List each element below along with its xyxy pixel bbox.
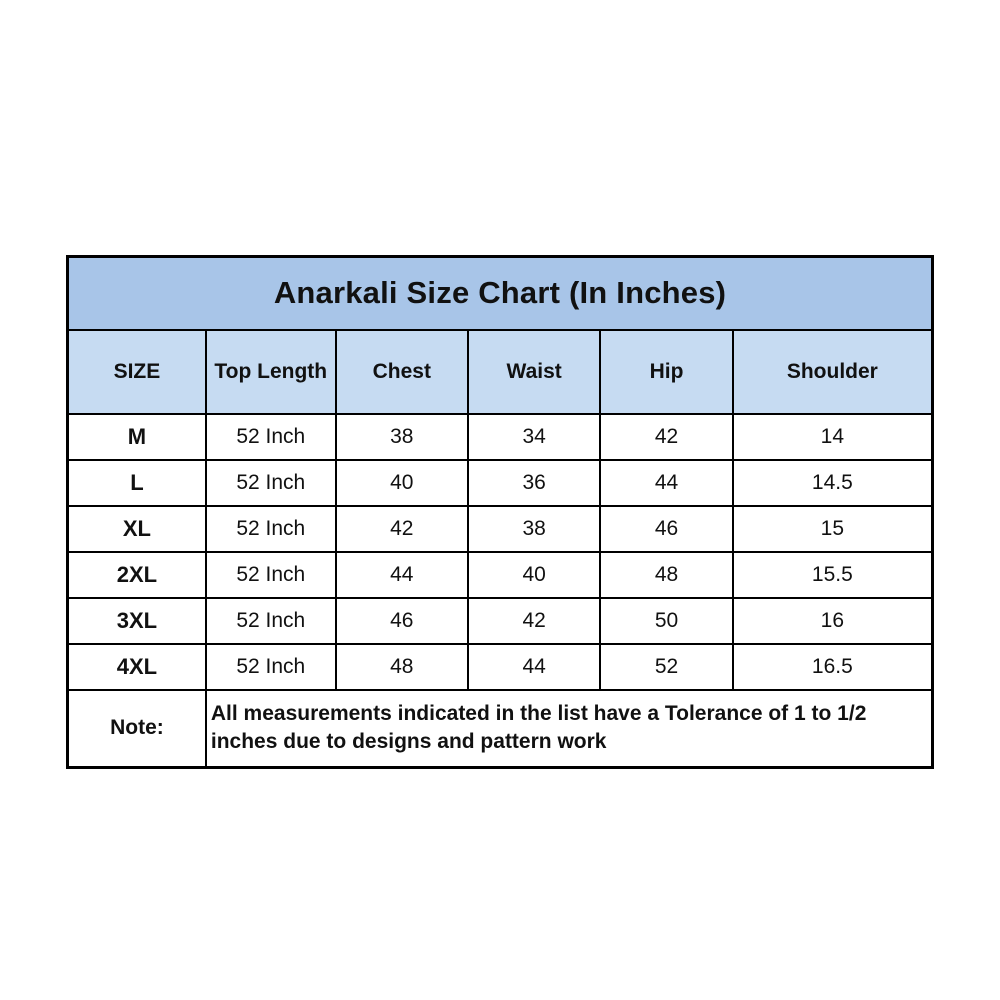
table-row — [68, 460, 933, 506]
title-row — [68, 257, 933, 331]
cell-shoulder: 16.5 — [733, 644, 933, 690]
column-header-hip: Hip — [600, 330, 732, 414]
cell-size: 4XL — [68, 644, 206, 690]
cell-hip: 42 — [600, 414, 732, 460]
cell-top-length: 52 Inch — [206, 460, 336, 506]
column-header-chest: Chest — [336, 330, 468, 414]
cell-waist: 36 — [468, 460, 600, 506]
table-row — [68, 414, 933, 460]
cell-hip: 48 — [600, 552, 732, 598]
table-body — [68, 414, 933, 767]
cell-shoulder: 15 — [733, 506, 933, 552]
note-label: Note: — [68, 690, 206, 767]
cell-shoulder: 16 — [733, 598, 933, 644]
cell-waist: 38 — [468, 506, 600, 552]
cell-waist: 42 — [468, 598, 600, 644]
cell-top-length: 52 Inch — [206, 644, 336, 690]
column-header-row-group — [68, 330, 933, 414]
cell-size: 3XL — [68, 598, 206, 644]
table-row — [68, 644, 933, 690]
cell-hip: 44 — [600, 460, 732, 506]
cell-top-length: 52 Inch — [206, 506, 336, 552]
cell-chest: 48 — [336, 644, 468, 690]
cell-size: XL — [68, 506, 206, 552]
table-row — [68, 598, 933, 644]
cell-chest: 42 — [336, 506, 468, 552]
cell-top-length: 52 Inch — [206, 598, 336, 644]
cell-waist: 40 — [468, 552, 600, 598]
cell-hip: 52 — [600, 644, 732, 690]
cell-hip: 50 — [600, 598, 732, 644]
column-header-shoulder: Shoulder — [733, 330, 933, 414]
cell-size: 2XL — [68, 552, 206, 598]
cell-shoulder: 14 — [733, 414, 933, 460]
cell-chest: 38 — [336, 414, 468, 460]
cell-shoulder: 15.5 — [733, 552, 933, 598]
cell-top-length: 52 Inch — [206, 414, 336, 460]
cell-shoulder: 14.5 — [733, 460, 933, 506]
note-text: All measurements indicated in the list have a Tolerance of 1 to 1/2 inches due to designs and pattern work — [206, 690, 933, 767]
cell-chest: 44 — [336, 552, 468, 598]
table-row — [68, 552, 933, 598]
column-header-row — [68, 330, 933, 414]
column-header-size: SIZE — [68, 330, 206, 414]
cell-hip: 46 — [600, 506, 732, 552]
chart-title: Anarkali Size Chart (In Inches) — [68, 257, 933, 331]
table-row — [68, 506, 933, 552]
cell-chest: 40 — [336, 460, 468, 506]
cell-waist: 44 — [468, 644, 600, 690]
note-row — [68, 690, 933, 767]
cell-top-length: 52 Inch — [206, 552, 336, 598]
cell-waist: 34 — [468, 414, 600, 460]
table-head — [68, 257, 933, 331]
size-chart-container — [66, 255, 934, 769]
column-header-top-length: Top Length — [206, 330, 336, 414]
cell-size: M — [68, 414, 206, 460]
cell-chest: 46 — [336, 598, 468, 644]
column-header-waist: Waist — [468, 330, 600, 414]
anarkali-size-chart-table — [66, 255, 934, 769]
cell-size: L — [68, 460, 206, 506]
